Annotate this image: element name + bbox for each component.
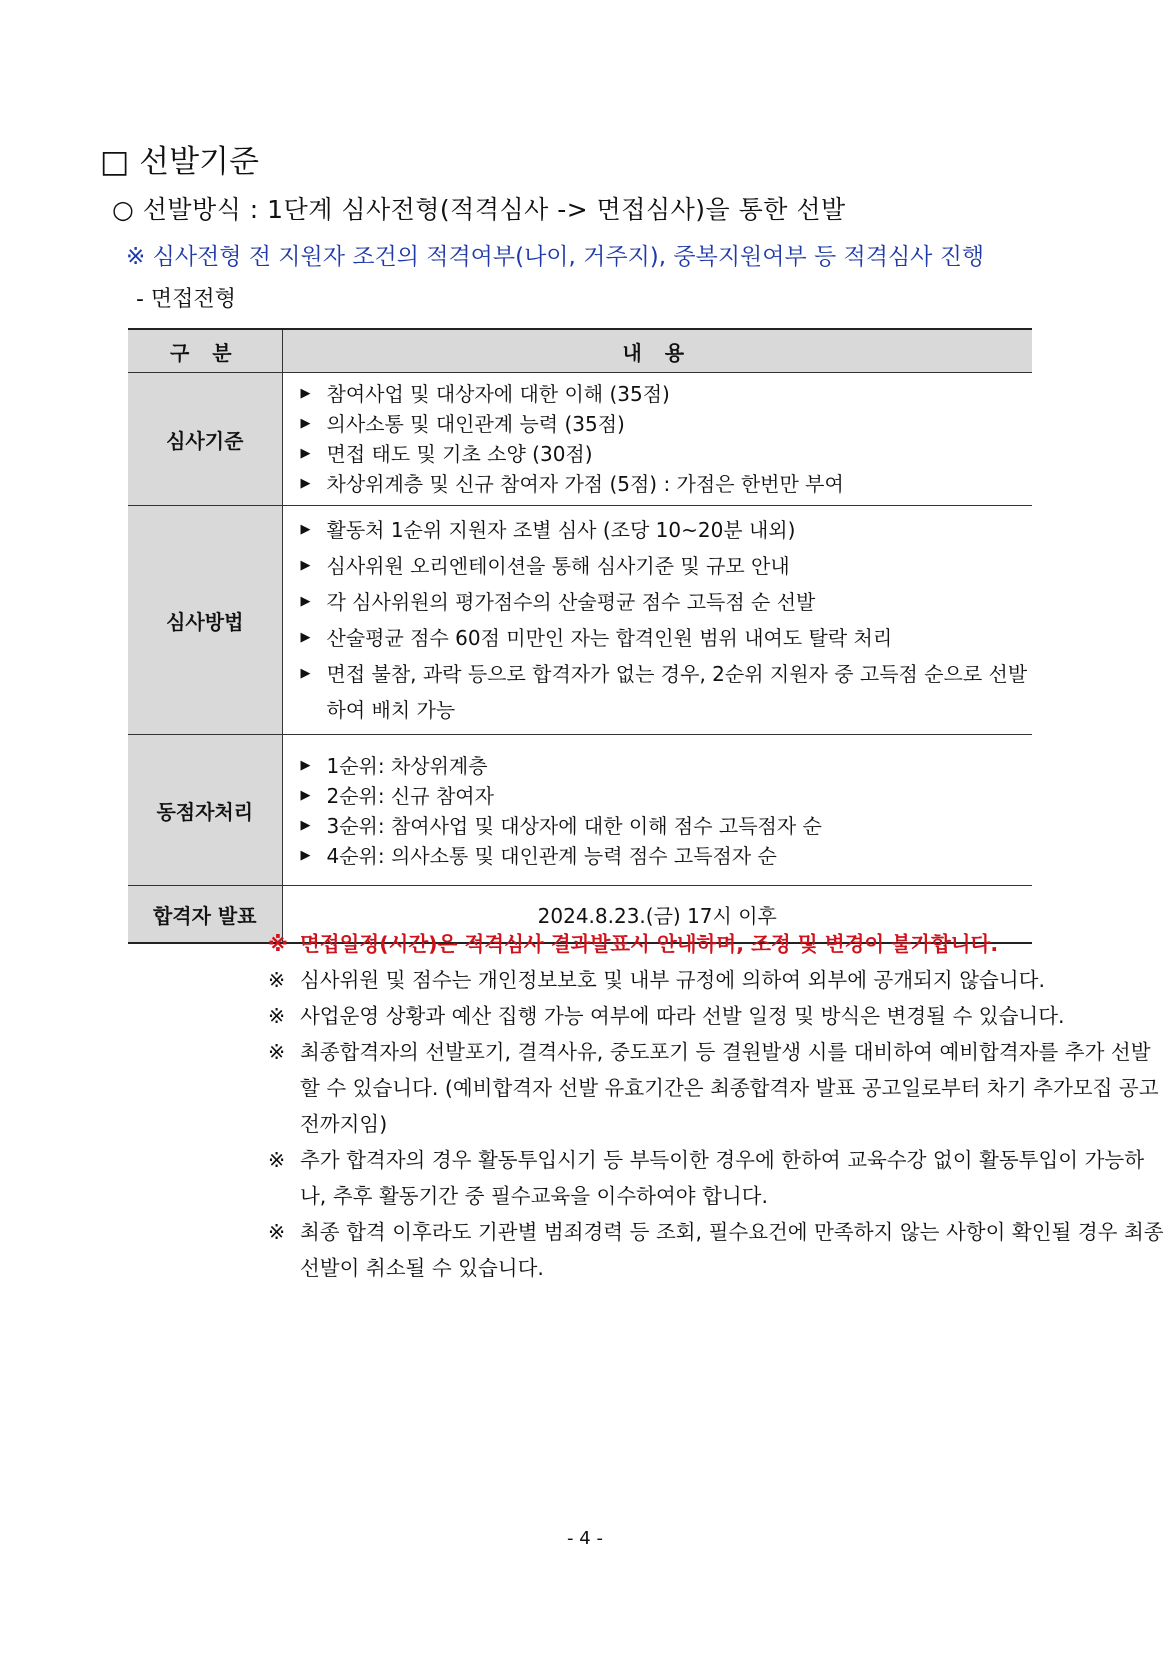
list-item: ▶ 4순위: 의사소통 및 대인관계 능력 점수 고득점자 순: [301, 841, 1033, 871]
list-item: ▶ 차상위계층 및 신규 참여자 가점 (5점) : 가점은 한번만 부여: [301, 469, 1033, 499]
note-item: ※ 심사위원 및 점수는 개인정보보호 및 내부 규정에 의하여 외부에 공개되지 않습니다.: [268, 968, 1045, 992]
list-item: ▶ 면접 태도 및 기초 소양 (30점): [301, 439, 1033, 469]
triangle-bullet-icon: ▶: [300, 788, 311, 803]
triangle-bullet-icon: ▶: [300, 476, 311, 491]
note-item: ※ 최종합격자의 선발포기, 결격사유, 중도포기 등 결원발생 시를 대비하여 예비합격자를 추가 선발할 수 있습니다. (예비합격자 선발 유효기간은 최종합격자 발표 공고일로부터 차기 추가모집 공고 전까지임): [268, 1040, 1159, 1136]
triangle-bullet-icon: ▶: [300, 416, 311, 431]
row-category: 심사기준: [128, 373, 282, 506]
triangle-bullet-icon: ▶: [300, 558, 311, 573]
row-category: 동점자처리: [128, 735, 282, 886]
table-row: [128, 735, 1032, 886]
triangle-bullet-icon: ▶: [300, 848, 311, 863]
row-content: [282, 735, 1032, 886]
row-category: 심사방법: [128, 506, 282, 735]
header-category: 구 분: [128, 329, 282, 373]
triangle-bullet-icon: ▶: [300, 630, 311, 645]
note-item: ※ 추가 합격자의 경우 활동투입시기 등 부득이한 경우에 한하여 교육수강 없이 활동투입이 가능하나, 추후 활동기간 중 필수교육을 이수하여야 합니다.: [268, 1148, 1144, 1208]
triangle-bullet-icon: ▶: [300, 594, 311, 609]
table-row: [128, 373, 1032, 506]
triangle-bullet-icon: ▶: [300, 818, 311, 833]
triangle-bullet-icon: ▶: [300, 666, 311, 681]
row-content: [282, 506, 1032, 735]
section-heading: □ 선발기준: [100, 144, 259, 180]
list-item: ▶ 산술평균 점수 60점 미만인 자는 합격인원 범위 내여도 탈락 처리: [301, 620, 1033, 656]
list-item: ▶ 1순위: 차상위계층: [301, 751, 1033, 781]
list-item: ▶ 참여사업 및 대상자에 대한 이해 (35점): [301, 379, 1033, 409]
result-category: 합격자 발표: [128, 886, 282, 944]
table-row: [128, 506, 1032, 735]
triangle-bullet-icon: ▶: [300, 758, 311, 773]
page-number: - 4 -: [567, 1528, 603, 1549]
header-content: 내 용: [282, 329, 1032, 373]
notes-list: [134, 926, 1164, 1286]
list-item: ▶ 3순위: 참여사업 및 대상자에 대한 이해 점수 고득점자 순: [301, 811, 1033, 841]
list-item: ▶ 2순위: 신규 참여자: [301, 781, 1033, 811]
table-header-row: [128, 329, 1032, 373]
row-content: [282, 373, 1032, 506]
criteria-table: [128, 328, 1032, 944]
triangle-bullet-icon: ▶: [300, 522, 311, 537]
triangle-bullet-icon: ▶: [300, 386, 311, 401]
list-item: ▶ 각 심사위원의 평가점수의 산술평균 점수 고득점 순 선발: [301, 584, 1033, 620]
eligibility-note: ※ 심사전형 전 지원자 조건의 적격여부(나이, 거주지), 중복지원여부 등 적격심사 진행: [126, 244, 985, 270]
note-item: ※ 최종 합격 이후라도 기관별 범죄경력 등 조회, 필수요건에 만족하지 않는 사항이 확인될 경우 최종 선발이 취소될 수 있습니다.: [268, 1220, 1164, 1280]
note-item: ※ 면접일정(시간)은 적격심사 결과발표시 안내하며, 조정 및 변경이 불가합니다.: [268, 932, 999, 956]
interview-subheading: - 면접전형: [136, 287, 236, 312]
list-item: ▶ 면접 불참, 과락 등으로 합격자가 없는 경우, 2순위 지원자 중 고득점 순으로 선발하여 배치 가능: [301, 656, 1033, 728]
list-item: ▶ 의사소통 및 대인관계 능력 (35점): [301, 409, 1033, 439]
triangle-bullet-icon: ▶: [300, 446, 311, 461]
note-item: ※ 사업운영 상황과 예산 집행 가능 여부에 따라 선발 일정 및 방식은 변경될 수 있습니다.: [268, 1004, 1065, 1028]
result-value: 2024.8.23.(금) 17시 이후: [282, 886, 1032, 944]
selection-method-line: ○ 선발방식 : 1단계 심사전형(적격심사 -> 면접심사)을 통한 선발: [112, 195, 846, 224]
list-item: ▶ 심사위원 오리엔테이션을 통해 심사기준 및 규모 안내: [301, 548, 1033, 584]
list-item: ▶ 활동처 1순위 지원자 조별 심사 (조당 10~20분 내외): [301, 512, 1033, 548]
